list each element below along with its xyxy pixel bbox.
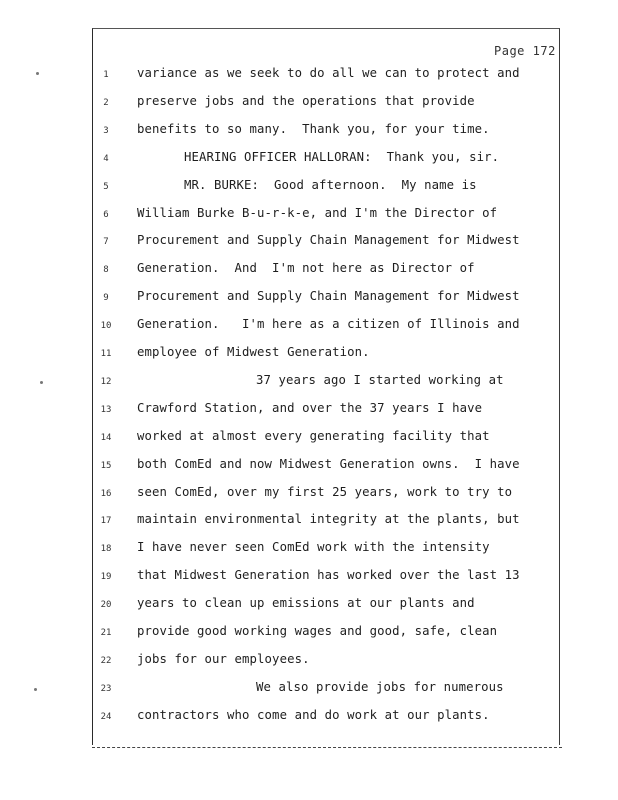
transcript-line <box>0 317 618 337</box>
line-text: seen ComEd, over my first 25 years, work to try to <box>137 484 513 499</box>
line-number: 11 <box>100 349 112 359</box>
line-number: 24 <box>100 711 112 722</box>
line-text: worked at almost every generating facility that <box>137 428 490 443</box>
line-text: William Burke B-u-r-k-e, and I'm the Director of <box>137 205 498 220</box>
line-text: MR. BURKE: Good afternoon. My name is <box>184 177 477 192</box>
line-number: 5 <box>103 181 109 192</box>
line-text: 37 years ago I started working at <box>256 372 504 387</box>
transcript-line <box>0 345 618 365</box>
line-number: 2 <box>103 97 109 108</box>
line-number: 22 <box>100 655 112 666</box>
transcript-line <box>0 94 618 114</box>
scan-speck <box>34 688 37 691</box>
line-text: both ComEd and now Midwest Generation owns. I have <box>137 456 520 471</box>
line-number: 17 <box>100 516 112 527</box>
line-number: 16 <box>100 488 112 499</box>
transcript-line <box>0 401 618 421</box>
line-number: 9 <box>103 293 109 304</box>
scan-speck <box>40 381 43 384</box>
line-number: 6 <box>103 209 109 220</box>
transcript-line <box>0 150 618 170</box>
line-text: We also provide jobs for numerous <box>256 679 504 694</box>
line-text: contractors who come and do work at our plants. <box>137 707 490 722</box>
line-number: 13 <box>100 404 112 415</box>
transcript-line <box>0 206 618 226</box>
line-text: variance as we seek to do all we can to protect and <box>137 66 520 80</box>
transcript-line <box>0 373 618 393</box>
line-text: Procurement and Supply Chain Management for Midwest <box>137 289 520 304</box>
transcript-line <box>0 652 618 672</box>
transcript-line <box>0 680 618 700</box>
line-text: Generation. And I'm not here as Director of <box>137 261 475 276</box>
line-number: 15 <box>100 460 112 471</box>
transcript-line <box>0 457 618 477</box>
line-text: provide good working wages and good, safe, clean <box>137 624 498 638</box>
line-number: 21 <box>100 628 112 638</box>
line-text: Generation. I'm here as a citizen of Illinois and <box>137 317 520 332</box>
transcript-line <box>0 568 618 588</box>
transcript-line <box>0 512 618 532</box>
line-number: 3 <box>103 125 109 136</box>
bottom-rule <box>92 747 562 748</box>
transcript-line <box>0 485 618 505</box>
line-text: HEARING OFFICER HALLORAN: Thank you, sir. <box>184 149 500 164</box>
scan-speck <box>36 72 39 75</box>
page-number: Page 172 <box>494 44 556 58</box>
transcript-line <box>0 261 618 281</box>
transcript-line <box>0 66 618 86</box>
transcript-line <box>0 233 618 253</box>
line-number: 12 <box>100 376 112 387</box>
line-text: benefits to so many. Thank you, for your time. <box>137 121 490 136</box>
line-number: 23 <box>100 683 112 694</box>
transcript-line <box>0 624 618 644</box>
line-text: preserve jobs and the operations that provide <box>137 93 475 108</box>
line-number: 20 <box>100 600 112 611</box>
transcript-line <box>0 596 618 616</box>
transcript-line <box>0 708 618 728</box>
line-text: employee of Midwest Generation. <box>137 345 370 359</box>
line-number: 1 <box>103 70 109 80</box>
line-number: 19 <box>100 572 112 583</box>
line-text: jobs for our employees. <box>137 651 310 666</box>
transcript-line <box>0 178 618 198</box>
transcript-line <box>0 289 618 309</box>
line-text: Crawford Station, and over the 37 years I have <box>137 400 483 415</box>
line-text: Procurement and Supply Chain Management for Midwest <box>137 233 520 248</box>
transcript-line <box>0 429 618 449</box>
line-number: 14 <box>100 432 112 443</box>
line-number: 7 <box>103 237 109 248</box>
line-number: 10 <box>100 321 112 332</box>
line-text: maintain environmental integrity at the plants, but <box>137 512 520 527</box>
line-number: 4 <box>103 153 109 164</box>
transcript-line <box>0 122 618 142</box>
line-text: that Midwest Generation has worked over the last 13 <box>137 568 520 583</box>
line-text: years to clean up emissions at our plants and <box>137 596 475 611</box>
line-number: 8 <box>103 265 109 276</box>
transcript-line <box>0 540 618 560</box>
line-number: 18 <box>100 544 112 555</box>
line-text: I have never seen ComEd work with the intensity <box>137 540 490 555</box>
